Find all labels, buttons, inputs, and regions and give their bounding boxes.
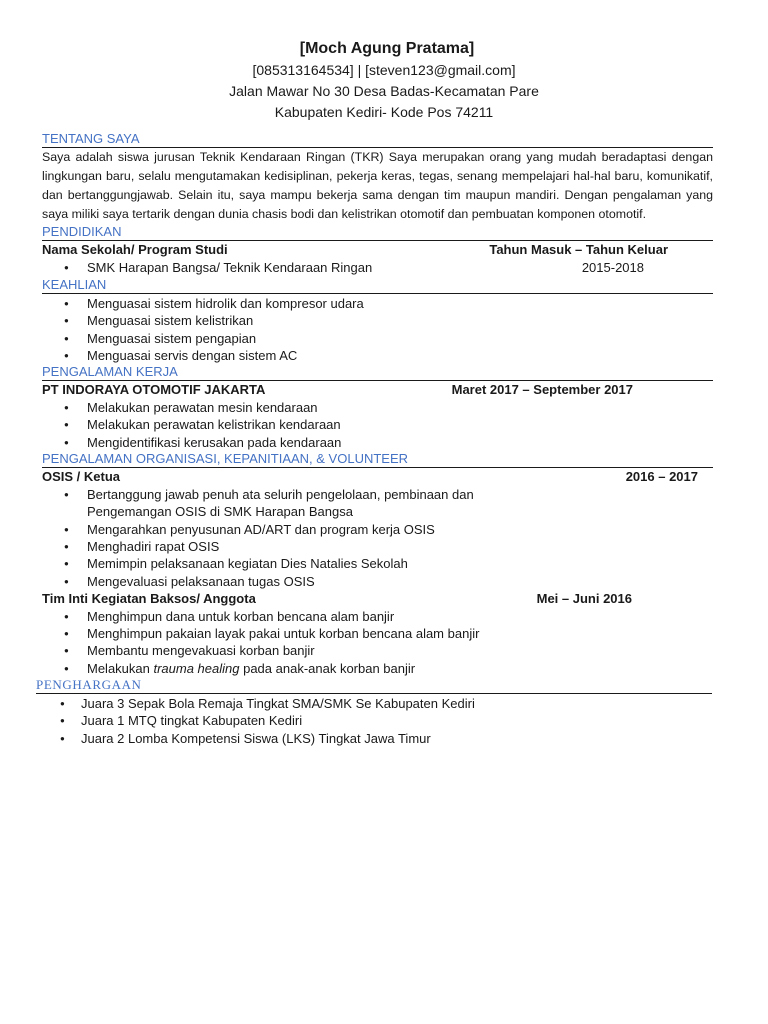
list-item: ● Menguasai sistem pengapian bbox=[42, 330, 713, 347]
list-item: ● Juara 1 MTQ tingkat Kabupaten Kediri bbox=[42, 712, 713, 729]
section-title-organization: PENGALAMAN ORGANISASI, KEPANITIAAN, & VOLUNTEER bbox=[42, 451, 713, 468]
list-item: ● Menghimpun dana untuk korban bencana alam banjir bbox=[42, 608, 713, 625]
education-col-years: Tahun Masuk – Tahun Keluar bbox=[489, 242, 668, 257]
education-entry-row bbox=[42, 259, 713, 277]
address-line-2: Kabupaten Kediri- Kode Pos 74211 bbox=[274, 104, 494, 120]
osis-period: 2016 – 2017 bbox=[625, 469, 698, 485]
education-list bbox=[42, 259, 582, 276]
section-title-education: PENDIDIKAN bbox=[42, 224, 713, 241]
education-years: 2015-2018 bbox=[581, 260, 644, 275]
list-item: ● Menguasai sistem kelistrikan bbox=[42, 312, 713, 329]
section-title-skills: KEAHLIAN bbox=[42, 277, 713, 294]
baksos-header-row bbox=[42, 590, 713, 608]
list-item: ● Juara 3 Sepak Bola Remaja Tingkat SMA/SMK Se Kabupaten Kediri bbox=[42, 695, 713, 712]
list-item: ● Memimpin pelaksanaan kegiatan Dies Natalies Sekolah bbox=[42, 555, 713, 572]
address-line-1: Jalan Mawar No 30 Desa Badas-Kecamatan Pare bbox=[229, 83, 539, 99]
list-item: ● Melakukan perawatan kelistrikan kendaraan bbox=[42, 416, 713, 433]
section-title-about: TENTANG SAYA bbox=[42, 131, 713, 148]
work-header-row bbox=[42, 381, 713, 399]
osis-item-1-line-2: Pengemangan OSIS di SMK Harapan Bangsa bbox=[87, 504, 353, 520]
list-item: ● Juara 2 Lomba Kompetensi Siswa (LKS) Tingkat Jawa Timur bbox=[42, 730, 713, 747]
osis-item-1-line-1: Bertanggung jawab penuh ata selurih pengelolaan, pembinaan dan bbox=[87, 487, 474, 503]
baksos-period: Mei – Juni 2016 bbox=[536, 590, 632, 606]
work-list bbox=[42, 399, 713, 451]
work-period: Maret 2017 – September 2017 bbox=[451, 382, 633, 398]
about-text: Saya adalah siswa jurusan Teknik Kendaraan Ringan (TKR) Saya merupakan orang yang mudah beradaptasi dengan lingkungan baru, selalu mengutamakan kedisiplinan, pekerja keras, tegas, senang mempelajari hal-hal baru, komunikatif, dan bertanggungjawab. Selain itu, saya mampu bekerja sama dengan tim maupun mandiri. Dengan pengalaman yang saya miliki saya tertarik dengan dunia chasis bodi dan kelistrikan otomotif dan pembuatan komponen otomotif. bbox=[42, 150, 713, 221]
baksos-last-post: pada anak-anak korban banjir bbox=[239, 660, 416, 676]
education-col-school: Nama Sekolah/ Program Studi bbox=[42, 242, 228, 257]
resume-header bbox=[0, 38, 768, 123]
list-item: ● Menghimpun pakaian layak pakai untuk korban bencana alam banjir bbox=[42, 625, 713, 642]
list-item: ● Mengevaluasi pelaksanaan tugas OSIS bbox=[42, 573, 713, 590]
education-header-row bbox=[42, 241, 713, 259]
list-item: ● Menguasai sistem hidrolik dan kompresor udara bbox=[42, 295, 713, 312]
list-item: ● Melakukan perawatan mesin kendaraan bbox=[42, 399, 713, 416]
list-item: ● Mengidentifikasi kerusakan pada kendaraan bbox=[42, 434, 713, 451]
baksos-role: Tim Inti Kegiatan Baksos/ Anggota bbox=[42, 590, 256, 606]
list-item bbox=[42, 486, 713, 521]
skills-list bbox=[42, 295, 713, 364]
osis-role: OSIS / Ketua bbox=[42, 469, 121, 485]
person-name: [Moch Agung Pratama] bbox=[299, 40, 475, 57]
list-item: ● Menghadiri rapat OSIS bbox=[42, 538, 713, 555]
list-item: ● Membantu mengevakuasi korban banjir bbox=[42, 642, 713, 659]
contact-info: [085313164534] | [steven123@gmail.com] bbox=[252, 62, 516, 78]
resume-body bbox=[36, 131, 713, 747]
list-item: ● Mengarahkan penyusunan AD/ART dan program kerja OSIS bbox=[42, 521, 713, 538]
osis-list bbox=[42, 486, 713, 590]
osis-header-row bbox=[42, 468, 713, 486]
education-entry: ● SMK Harapan Bangsa/ Teknik Kendaraan Ringan bbox=[42, 259, 582, 276]
work-company: PT INDORAYA OTOMOTIF JAKARTA bbox=[42, 382, 266, 398]
list-item: ● Menguasai servis dengan sistem AC bbox=[42, 347, 713, 364]
baksos-list bbox=[42, 608, 713, 677]
section-title-awards: PENGHARGAAN bbox=[36, 677, 712, 694]
baksos-last-pre: Melakukan bbox=[87, 660, 154, 676]
list-item bbox=[42, 660, 713, 677]
awards-list bbox=[42, 695, 713, 747]
section-title-work: PENGALAMAN KERJA bbox=[42, 364, 713, 381]
baksos-last-italic: trauma healing bbox=[153, 660, 240, 676]
